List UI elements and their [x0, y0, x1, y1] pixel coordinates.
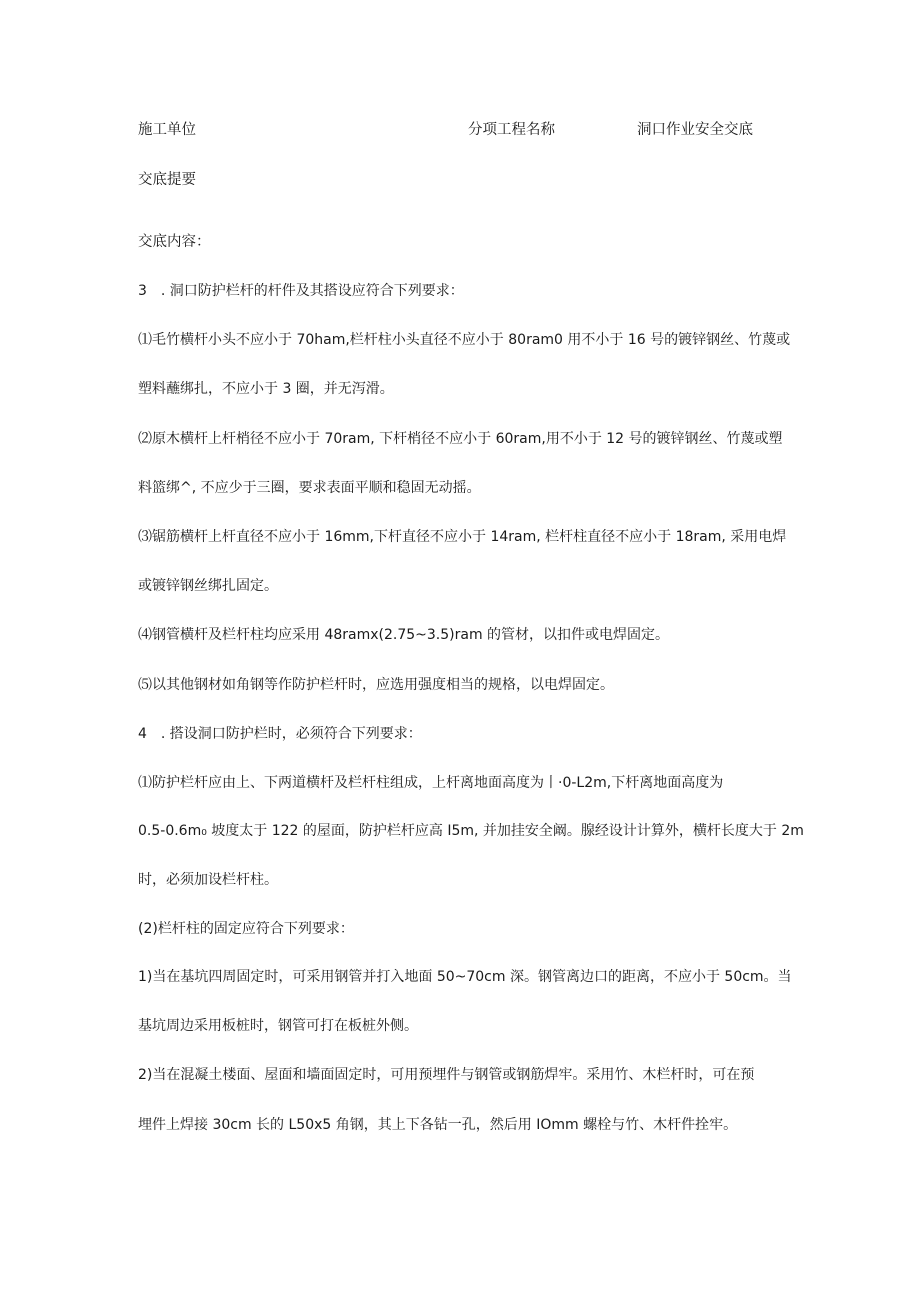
body-line: ⑶锯筋横杆上杆直径不应小于 16mm,下杆直径不应小于 14ram, 栏杆柱直径不应小于 18ram, 采用电焊	[138, 529, 787, 545]
body-line: ⑵原木横杆上杆梢径不应小于 70ram, 下杆梢径不应小于 60ram,用不小于 12 号的镀锌钢丝、竹蔑或塑	[138, 431, 783, 447]
body-line: 埋件上焊接 30cm 长的 L50x5 角钢，其上下各钻一孔，然后用 IOmm 螺栓与竹、木杆件拴牢。	[138, 1117, 738, 1133]
body-line: ⑷钢管横杆及栏杆柱均应采用 48ramx(2.75~3.5)ram 的管材，以扣件或电焊固定。	[138, 627, 670, 643]
body-line: 料篮绑^, 不应少于三圈，要求表面平顺和稳固无动摇。	[138, 480, 481, 496]
body-line: 0.5-0.6m₀ 坡度太于 122 的屋面，防护栏杆应高 I5m, 并加挂安全阚。腺经设计计算外，横杆长度大于 2m	[138, 823, 804, 839]
subproject-name-value: 洞口作业安全交底	[637, 122, 753, 138]
body-line: ⑴毛竹横杆小头不应小于 70ham,栏杆柱小头直径不应小于 80ram0 用不小于 16 号的镀锌钢丝、竹蔑或	[138, 332, 791, 348]
body-line: 2)当在混凝土楼面、屋面和墙面固定时，可用预埋件与钢管或钢筋焊牢。采用竹、木栏杆时，可在预	[138, 1067, 755, 1083]
subproject-name-label: 分项工程名称	[468, 122, 555, 138]
body-line: 时，必须加设栏杆柱。	[138, 872, 278, 888]
body-line: 塑料蘸绑扎，不应小于 3 圈，并无泻滑。	[138, 381, 394, 397]
summary-label: 交底提要	[138, 172, 196, 188]
construction-unit-label: 施工单位	[138, 122, 196, 138]
body-line: ⑴防护栏杆应由上、下两道横杆及栏杆柱组成，上杆离地面高度为丨·0-L2m,下杆离地面高度为	[138, 775, 724, 791]
body-line: (2)栏杆柱的固定应符合下列要求：	[138, 921, 354, 937]
body-line: 基坑周边采用板桩时，钢管可打在板桩外侧。	[138, 1018, 418, 1034]
body-line: 或镀锌钢丝绑扎固定。	[138, 578, 278, 594]
body-line: 3 . 洞口防护栏杆的杆件及其搭设应符合下列要求：	[138, 283, 464, 299]
body-line: 4 . 搭设洞口防护栏时，必须符合下列要求：	[138, 726, 422, 742]
content-label: 交底内容：	[138, 234, 211, 250]
body-line: ⑸以其他钢材如角钢等作防护栏杆时，应选用强度相当的规格，以电焊固定。	[138, 677, 614, 693]
body-line: 1)当在基坑四周固定时，可采用钢管并打入地面 50~70cm 深。钢管离边口的距离，不应小于 50cm。当	[138, 969, 792, 985]
